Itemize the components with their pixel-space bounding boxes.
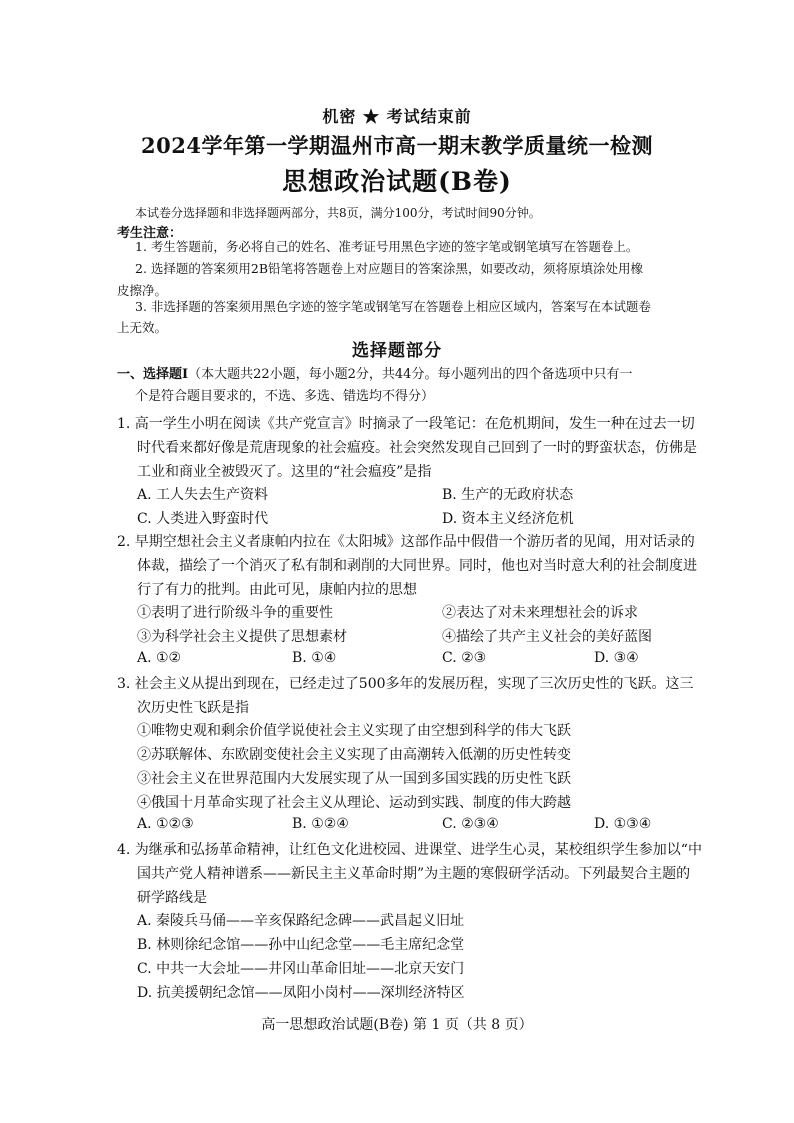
q3-statement-1: ①唯物史观和剩余价值学说使社会主义实现了由空想到科学的伟大飞跃	[137, 723, 571, 739]
note-2-cont: 皮擦净。	[117, 283, 168, 298]
q2-statement-3: ③为科学社会主义提供了思想素材	[137, 629, 347, 645]
q2-option-b: B. ①④	[292, 650, 337, 666]
q2-option-a: A. ①②	[137, 650, 182, 666]
q4-option-b: B. 林则徐纪念馆——孙中山纪念堂——毛主席纪念堂	[137, 937, 465, 953]
note-2: 2. 选择题的答案须用2B铅笔将答题卷上对应题目的答案涂黑，如要改动，须将原填涂处用橡	[135, 261, 644, 276]
q2-statement-2: ②表达了对未来理想社会的诉求	[442, 605, 638, 621]
q4-option-d: D. 抗美援朝纪念馆——凤阳小岗村——深圳经济特区	[137, 985, 465, 1001]
q3-option-d: D. ①③④	[594, 816, 652, 832]
instruction-text: （本大题共22小题，每小题2分，共44分。每小题列出的四个备选项中只有一	[188, 367, 633, 382]
q3-line-1: 3. 社会主义从提出到现在，已经走过了500多年的发展历程，实现了三次历史性的飞跃。这三	[117, 676, 694, 692]
q1-option-d: D. 资本主义经济危机	[442, 511, 574, 527]
q2-statement-1: ①表明了进行阶级斗争的重要性	[137, 605, 333, 621]
q1-line-2: 时代看来都好像是荒唐现象的社会瘟疫。社会突然发现自己回到了一时的野蛮状态，仿佛是	[137, 440, 697, 456]
note-3-cont: 上无效。	[117, 320, 168, 335]
q2-option-d: D. ③④	[594, 650, 639, 666]
section-instruction-cont: 个是符合题目要求的，不选、多选、错选均不得分）	[135, 389, 435, 404]
instruction-prefix: 一、选择题Ⅰ	[117, 367, 189, 382]
q3-statement-4: ④俄国十月革命实现了社会主义从理论、运动到实践、制度的伟大跨越	[137, 795, 571, 811]
q2-option-c: C. ②③	[442, 650, 487, 666]
q4-line-3: 研学路线是	[137, 890, 207, 906]
note-1: 1. 考生答题前，务必将自己的姓名、准考证号用黑色字迹的签字笔或钢笔填写在答题卷上。	[135, 239, 639, 254]
subject-title: 思想政治试题(B卷)	[282, 167, 512, 196]
q4-option-c: C. 中共一大会址——井冈山革命旧址——北京天安门	[137, 961, 465, 977]
q2-line-1: 2. 早期空想社会主义者康帕内拉在《太阳城》这部作品中假借一个游历者的见闻，用对话录的	[117, 534, 695, 550]
q3-option-b: B. ①②④	[292, 816, 349, 832]
q3-option-c: C. ②③④	[442, 816, 499, 832]
q1-option-c: C. 人类进入野蛮时代	[137, 511, 269, 527]
exam-description: 本试卷分选择题和非选择题两部分，共8页，满分100分，考试时间90分钟。	[135, 206, 541, 220]
section-instruction	[117, 364, 632, 386]
page-footer: 高一思想政治试题(B卷) 第 1 页（共 8 页）	[261, 1017, 533, 1033]
q1-option-b: B. 生产的无政府状态	[442, 487, 574, 503]
q1-line-1: 1. 高一学生小明在阅读《共产党宣言》时摘录了一段笔记：在危机期间，发生一种在过去一切	[117, 416, 695, 432]
q2-line-3: 行了有力的批判。由此可见，康帕内拉的思想	[137, 582, 417, 598]
q3-option-a: A. ①②③	[137, 816, 194, 832]
q2-statement-4: ④描绘了共产主义社会的美好蓝图	[442, 629, 652, 645]
q4-line-2: 国共产党人精神谱系——新民主主义革命时期”为主题的寒假研学活动。下列最契合主题的	[137, 866, 691, 882]
q3-statement-3: ③社会主义在世界范围内大发展实现了从一国到多国实践的历史性飞跃	[137, 771, 571, 787]
section-title: 选择题部分	[352, 341, 442, 361]
q3-line-2: 次历史性飞跃是指	[137, 700, 249, 716]
notes-heading: 考生注意：	[117, 226, 183, 241]
q4-line-1: 4. 为继承和弘扬革命精神，让红色文化进校园、进课堂、进学生心灵，某校组织学生参加以“中	[117, 842, 702, 858]
exam-title: 2024学年第一学期温州市高一期末教学质量统一检测	[141, 133, 653, 158]
q1-line-3: 工业和商业全被毁灭了。这里的“社会瘟疫”是指	[137, 464, 432, 480]
q1-option-a: A. 工人失去生产资料	[137, 487, 269, 503]
note-3: 3. 非选择题的答案须用黑色字迹的签字笔或钢笔写在答题卷上相应区域内，答案写在本试题卷	[135, 299, 651, 314]
q4-option-a: A. 秦陵兵马俑——辛亥保路纪念碑——武昌起义旧址	[137, 913, 465, 929]
confidential-label: 机密 ★ 考试结束前	[322, 107, 472, 126]
q3-statement-2: ②苏联解体、东欧剧变使社会主义实现了由高潮转入低潮的历史性转变	[137, 747, 571, 763]
q2-line-2: 体裁，描绘了一个消灭了私有制和剥削的大同世界。同时，他也对当时意大利的社会制度进	[137, 558, 697, 574]
